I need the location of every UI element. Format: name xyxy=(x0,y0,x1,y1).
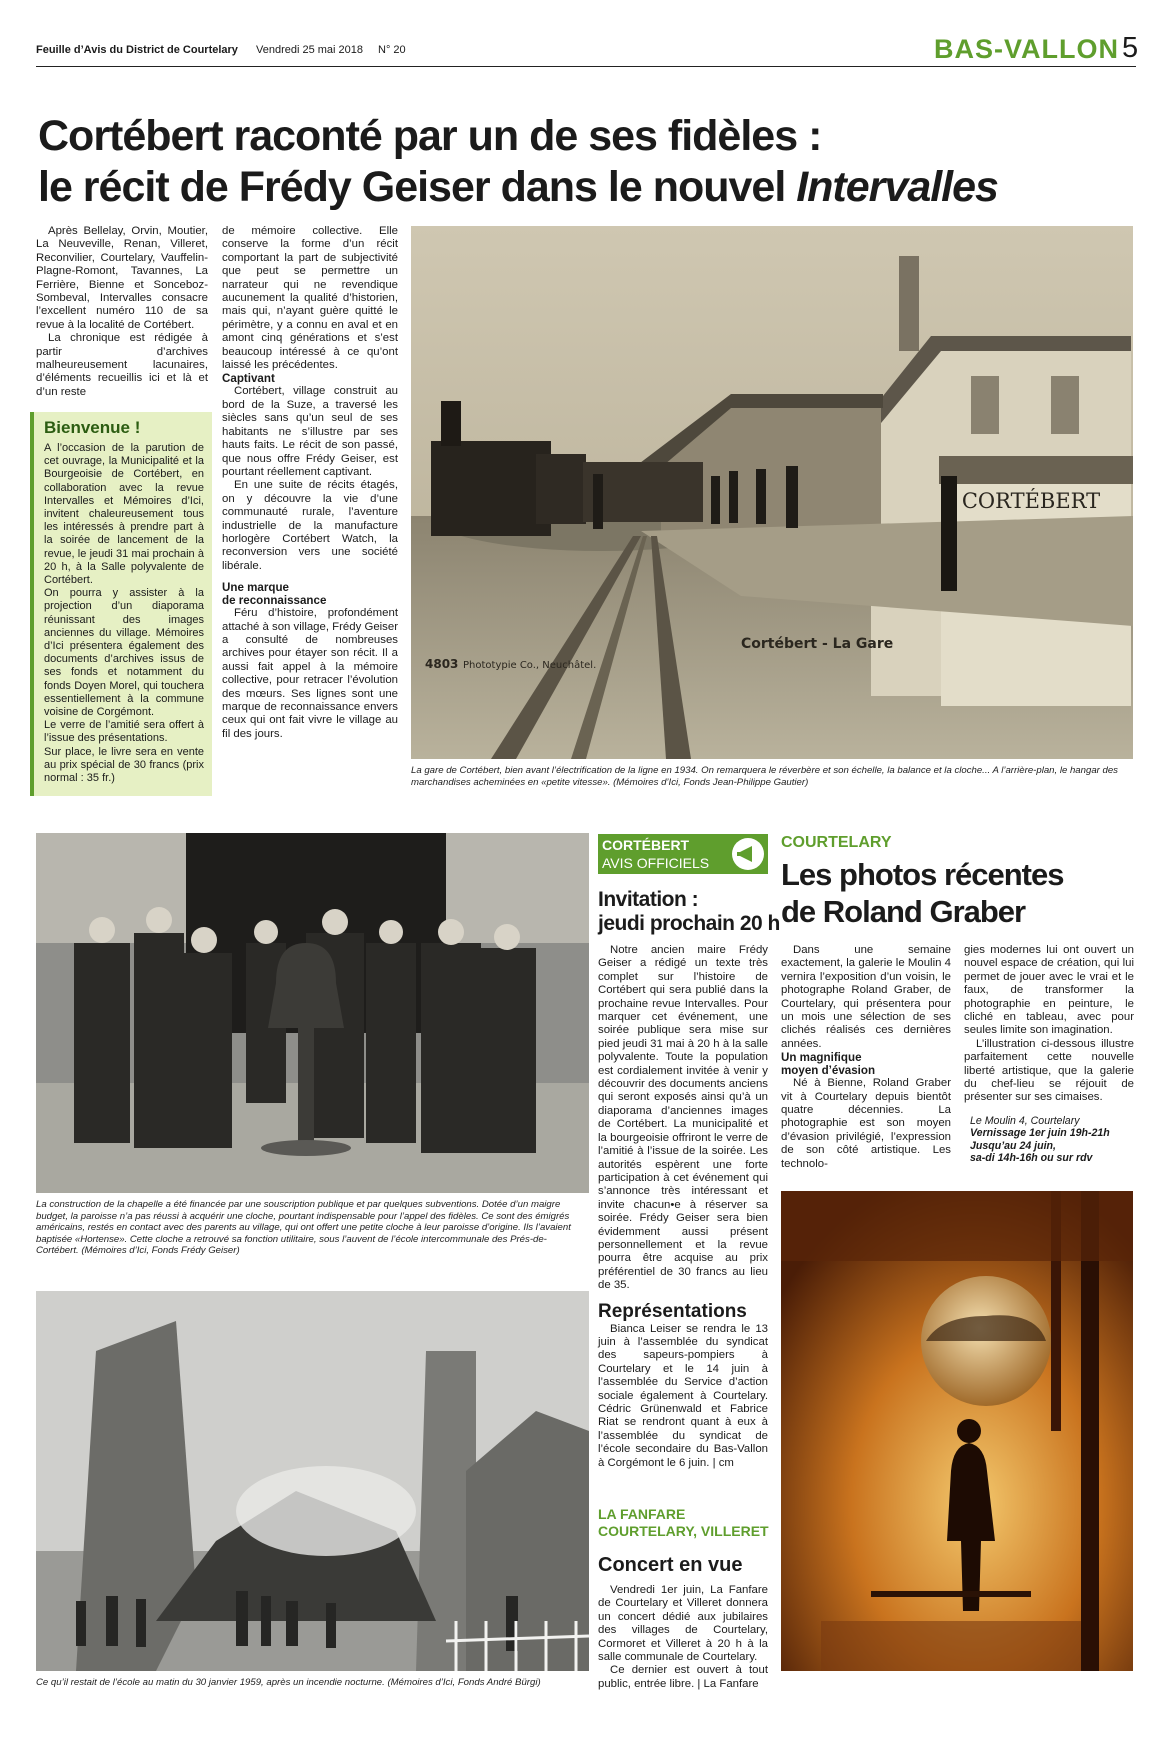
avis-title: Invitation : jeudi prochain 20 h xyxy=(598,888,780,935)
lead-paragraph: Féru d’histoire, profondément attaché à son village, Frédy Geiser a consulté de nombreuses archives pour étayer son récit. Il a aussi fait appel à la mémoire collective, pour retracer l’évolution des mœurs. Ses lignes sont une marque de reconnaissance envers ceux qui ont fait vivre le village au fil des jours. xyxy=(222,607,399,740)
bell-photo-caption: La construction de la chapelle a été financée par une souscription publique et par quelques subventions. Dotée d’un maigre budget, la paroisse n’a pas réussi à acquérir une cloche, pourtant indispensable pour l’appel des fidèles. Ce sont des émigrés américains, restés en contact avec des parents au village, qui ont offert une petite cloche à leur paroisse d’origine. Ils l’avaient baptisée «Hortense». Cette cloche a retrouvé sa fonction utilitaire, sous l’auvent de l’école intercommunale des Prés-de-Cortébert. (Mémoires d’Ici, Fonds Frédy Geiser) xyxy=(36,1199,571,1256)
graber-artwork-image xyxy=(781,1191,1133,1671)
fire-photo-caption: Ce qu’il restait de l’école au matin du 30 janvier 1959, après un incendie nocturne. (Mémoires d’Ici, Fonds André Bürgi) xyxy=(36,1677,541,1688)
avis-paragraph: Notre ancien maire Frédy Geiser a rédigé un texte très complet sur l’histoire de Cortébert qui sera publié dans la prochaine revue Intervalles. Pour marquer cet événement, une soirée publique sera mise sur pied jeudi 31 mai à 20 h à la salle polyvalente. Toute la population est cordialement invitée à venir y découvrir des documents anciens qui seront exposés ainsi qu’à un diaporama d’anciennes images de Cortébert. La municipalité et la bourgeoisie offriront le verre de l’amitié à l’issue de la soirée. Les autorités espèrent une forte participation à cet événement qui s’annonce très intéressant et invite chacun•e à réserver sa soirée. Frédy Geiser sera bien évidemment aussi présent personnellement et la revue pourra être acquise au prix préférentiel de 30 francs au lieu de 35. xyxy=(598,944,768,1292)
lead-paragraph: de mémoire collective. Elle conserve la forme d’un récit comportant la part de subjectivité que peut se permettre un narrateur qui ne revendique aucunement la qualité d’historien, mais qui, n’ayant guère quitté le périmètre, y a connu en aval et en amont cinq générations et s’est beaucoup intéressé à ce qu’ont laissé les précédentes. xyxy=(222,225,398,372)
lead-paragraph: La chronique est rédigée à partir d’archives malheureusement lacunaires, d’éléments recueillis ici et là et d’un reste xyxy=(36,332,208,398)
lead-column-1 xyxy=(36,225,208,399)
avis-kicker-2: AVIS OFFICIELS xyxy=(602,855,710,871)
masthead-date: Vendredi 25 mai 2018 xyxy=(256,44,364,56)
graber-paragraph: L’illustration ci-dessous illustre parfaitement cette nouvelle liberté artistique, que la galerie du chef-lieu se réjouit de présenter sur ses cimaises. xyxy=(964,1037,1134,1104)
station-photo xyxy=(411,226,1133,759)
fanfare-kicker: LA FANFARE COURTELARY, VILLERET xyxy=(598,1506,769,1539)
graber-artwork xyxy=(781,1191,1133,1671)
bell-photo-image xyxy=(36,833,589,1193)
lead-paragraph: En une suite de récits étagés, on y découvre la vie d’une communauté rurale, l’aventure industrielle de la manufacture horlogère Cortébert Watch, la reconversion vers une société libérale. xyxy=(222,479,398,572)
page-number: 5 xyxy=(1122,32,1139,64)
station-sign: CORTÉBERT xyxy=(961,489,1101,513)
fanfare-paragraph: Ce dernier est ouvert à tout public, entrée libre. | La Fanfare xyxy=(598,1664,768,1690)
bienvenue-paragraph: On pourra y assister à la projection d’un diaporama réunissant des images anciennes du village. Mémoires d’Ici présentera également des documents d’archives issus de ses fonds et notamment du fonds Doyen Morel, qui touchera essentiellement à la commune voisine de Corgémont. xyxy=(44,587,204,719)
section-name: BAS-VALLON xyxy=(934,34,1119,64)
fire-photo-image xyxy=(36,1291,589,1671)
bienvenue-title: Bienvenue ! xyxy=(44,418,141,437)
fire-photo xyxy=(36,1291,589,1671)
masthead-rule xyxy=(36,66,1136,67)
graber-title: Les photos récentes de Roland Graber xyxy=(781,857,1064,929)
bienvenue-paragraph: Le verre de l’amitié sera offert à l’issue des présentations. xyxy=(44,719,204,745)
bienvenue-paragraph: Sur place, le livre sera en vente au prix spécial de 30 francs (prix normal : 35 fr.) xyxy=(44,745,204,785)
lead-column-2 xyxy=(222,225,398,741)
graber-column-1 xyxy=(781,944,951,1171)
lead-title-line1: Cortébert raconté par un de ses fidèles : xyxy=(38,112,822,160)
fanfare-text xyxy=(598,1584,768,1691)
avis-kicker-1: CORTÉBERT xyxy=(602,837,690,853)
lead-paragraph: Après Bellelay, Orvin, Moutier, La Neuveville, Renan, Villeret, Reconvilier, Courtelary, Vauffelin-Plagne-Romont, Tavannes, La Ferrière, Bienne et Sonceboz-Sombeval, Intervalles consacre l’excellent numéro 110 de sa revue à la localité de Cortébert. xyxy=(36,225,208,331)
graber-kicker: COURTELARY xyxy=(781,834,892,851)
masthead-issue: N° 20 xyxy=(378,44,406,56)
subhead-marque: Une marque de reconnaissance xyxy=(222,581,327,608)
photo-card-title: Cortébert - La Gare xyxy=(741,636,894,652)
bell-photo xyxy=(36,833,589,1193)
photo-card-publisher: Phototypie Co., Neuchâtel. xyxy=(463,660,597,671)
lead-paragraph: Cortébert, village construit au bord de la Suze, a traversé les siècles sans qu’un seul de ses habitants ne s’illustre par ses hauts faits. Le récit de son passé, que nous offre Frédy Geiser, est pourtant réellement captivant. xyxy=(222,385,398,478)
fanfare-paragraph: Vendredi 1er juin, La Fanfare de Courtelary et Villeret donnera un concert dédié aux jubilaires des villages de Courtelary, Cormoret et Villeret à 20 h à la salle communale de Courtelary. xyxy=(598,1584,768,1664)
fanfare-title: Concert en vue xyxy=(598,1554,743,1576)
graber-info: Le Moulin 4, Courtelary Vernissage 1er juin 19h-21h Jusqu’au 24 juin, sa-di 14h-16h ou sur rdv xyxy=(970,1114,1110,1165)
lead-title-line2: le récit de Frédy Geiser dans le nouvel Intervalles xyxy=(38,163,998,211)
bienvenue-text xyxy=(44,442,204,785)
graber-paragraph: Dans une semaine exactement, la galerie le Moulin 4 vernira l’exposition d’un voisin, le photographe Roland Graber, de Courtelary, qui présentera pour un mois une sélection de ses clichés réalisés ces dernières années. xyxy=(781,944,951,1050)
bienvenue-paragraph: A l’occasion de la parution de cet ouvrage, la Municipalité et la Bourgeoisie de Cortébert, en collaboration avec la revue Intervalles et Mémoires d’Ici, invitent chaleureusement tous les intéressés à prendre part à la soirée de lancement de la revue, le jeudi 31 mai prochain à 20 h, à la Salle polyvalente de Cortébert. xyxy=(44,442,204,587)
megaphone-icon xyxy=(732,838,764,870)
station-photo-caption: La gare de Cortébert, bien avant l’électrification de la ligne en 1934. On remarquera le réverbère et son échelle, la balance et la cloche... A l’arrière-plan, le hangar des marchandises acheminées en «petite vitesse». (Mémoires d’Ici, Fonds Jean-Philippe Gautier) xyxy=(411,765,1118,788)
graber-column-2 xyxy=(964,944,1134,1165)
masthead-paper: Feuille d’Avis du District de Courtelary xyxy=(36,44,238,56)
photo-card-number: 4803 xyxy=(425,657,459,671)
graber-paragraph: gies modernes lui ont ouvert un nouvel espace de création, qui lui permet de jouer avec le vrai et le faux, de transformer la photographie en peinture, le cliché en tableau, avec pour seules limite son imagination. xyxy=(964,944,1134,1037)
station-photo-image xyxy=(411,226,1133,759)
subhead-evasion: Un magnifique moyen d’évasion xyxy=(781,1051,876,1078)
subhead-representations: Représentations xyxy=(598,1300,747,1322)
graber-paragraph: Né à Bienne, Roland Graber vit à Courtelary depuis bientôt quatre décennies. La photographie est son moyen d’évasion privilégié, l’expression de son côté artistique. Les technolo- xyxy=(781,1077,951,1170)
avis-paragraph: Bianca Leiser se rendra le 13 juin à l’assemblée du syndicat des sapeurs-pompiers à Courtelary et le 14 juin à l’assemblée du Service d’action sociale également à Courtelary. Cédric Grünenwald et Fabrice Riat se rendront quant à eux à l’assemblée du syndicat de l’école secondaire du Bas-Vallon à Corgémont le 6 juin. | cm xyxy=(598,1322,768,1469)
avis-text xyxy=(598,944,768,1470)
subhead-captivant: Captivant xyxy=(222,372,275,386)
